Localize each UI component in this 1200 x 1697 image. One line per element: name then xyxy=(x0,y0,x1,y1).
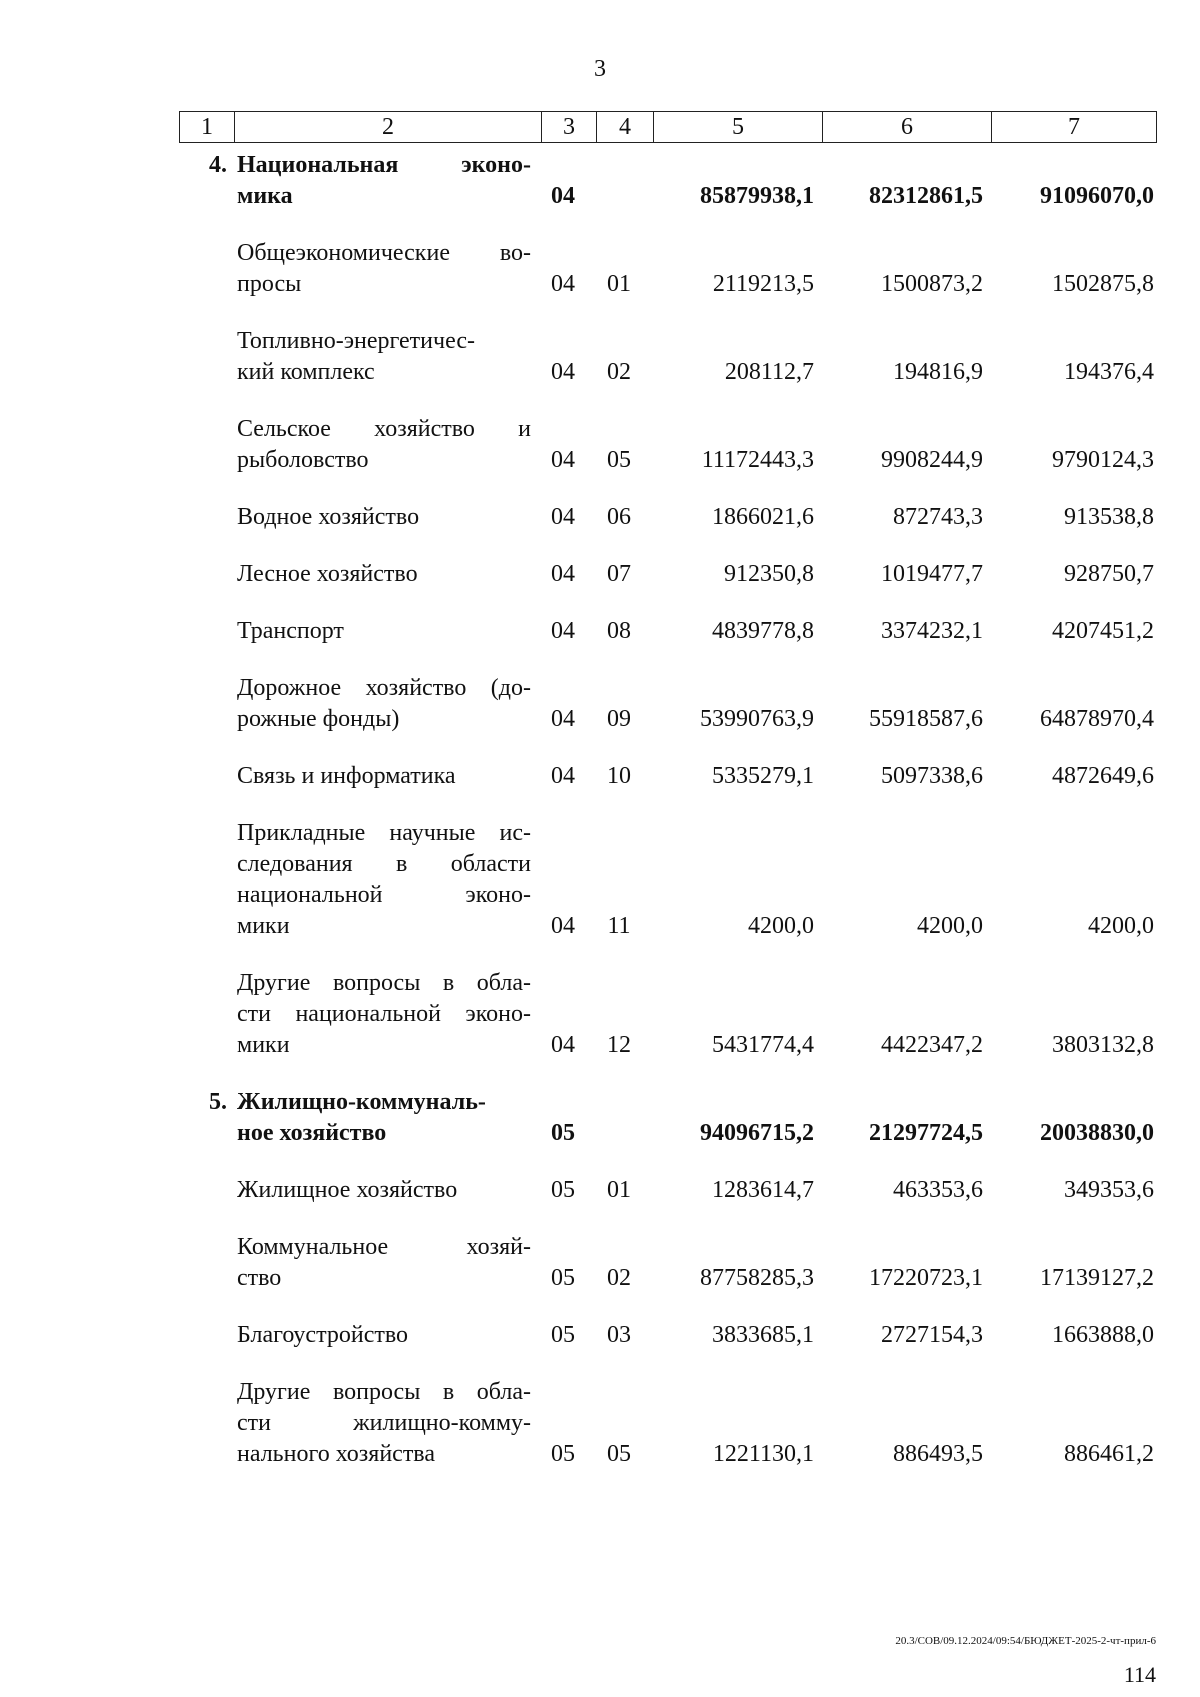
row-name-line: Лесное хозяйство xyxy=(237,561,418,587)
row-name-line: Прикладные научные ис- xyxy=(237,820,531,846)
amount-col-5: 1866021,6 xyxy=(712,504,814,530)
table-row xyxy=(179,673,1156,735)
amount-col-5: 208112,7 xyxy=(724,359,814,385)
row-number: 5. xyxy=(209,1089,227,1115)
section-code: 05 xyxy=(551,1120,575,1146)
row-name xyxy=(235,1087,535,1149)
row-name-line: Транспорт xyxy=(237,618,344,644)
row-name xyxy=(235,559,535,590)
amount-col-5: 1221130,1 xyxy=(712,1441,814,1467)
row-name-line: ство xyxy=(237,1265,282,1291)
table-row xyxy=(179,1175,1156,1206)
subsection-code: 05 xyxy=(607,1441,631,1467)
row-name-line: просы xyxy=(237,271,302,297)
row-name xyxy=(235,1175,535,1206)
row-name xyxy=(235,1320,535,1351)
section-code: 04 xyxy=(551,1032,575,1058)
section-code: 05 xyxy=(551,1322,575,1348)
section-code: 04 xyxy=(551,618,575,644)
row-name xyxy=(235,616,535,647)
page-number-bottom: 114 xyxy=(1123,1662,1156,1687)
section-code: 04 xyxy=(551,763,575,789)
table-row xyxy=(179,1232,1156,1294)
column-header-4: 4 xyxy=(597,112,654,143)
row-name-line: национальной эконо- xyxy=(237,882,531,908)
amount-col-5: 85879938,1 xyxy=(700,183,814,209)
section-code: 05 xyxy=(551,1265,575,1291)
amount-col-7: 20038830,0 xyxy=(1040,1120,1154,1146)
row-name-line: Топливно-энергетичес- xyxy=(237,328,475,354)
table-row xyxy=(179,1320,1156,1351)
amount-col-5: 5335279,1 xyxy=(712,763,814,789)
row-name xyxy=(235,673,535,735)
amount-col-5: 11172443,3 xyxy=(701,447,814,473)
subsection-code: 03 xyxy=(607,1322,631,1348)
row-name-line: Жилищное хозяйство xyxy=(237,1177,458,1203)
section-code: 05 xyxy=(551,1441,575,1467)
amount-col-6: 1500873,2 xyxy=(881,271,983,297)
row-name-line: Жилищно-коммуналь- xyxy=(237,1089,486,1115)
section-code: 04 xyxy=(551,913,575,939)
table-row xyxy=(179,761,1156,792)
amount-col-7: 928750,7 xyxy=(1064,561,1154,587)
amount-col-6: 4422347,2 xyxy=(881,1032,983,1058)
column-header-2: 2 xyxy=(235,112,542,143)
amount-col-6: 3374232,1 xyxy=(881,618,983,644)
amount-col-5: 4839778,8 xyxy=(712,618,814,644)
section-code: 04 xyxy=(551,561,575,587)
row-name-line: мики xyxy=(237,1032,290,1058)
section-code: 04 xyxy=(551,183,575,209)
section-row xyxy=(179,150,1156,212)
table-row xyxy=(179,559,1156,590)
table-row xyxy=(179,616,1156,647)
section-code: 04 xyxy=(551,706,575,732)
amount-col-7: 349353,6 xyxy=(1064,1177,1154,1203)
row-name xyxy=(235,150,535,212)
amount-col-7: 64878970,4 xyxy=(1040,706,1154,732)
column-header-1: 1 xyxy=(180,112,235,143)
amount-col-5: 94096715,2 xyxy=(700,1120,814,1146)
subsection-code: 01 xyxy=(607,1177,631,1203)
amount-col-6: 1019477,7 xyxy=(881,561,983,587)
row-name-line: следования в области xyxy=(237,851,531,877)
row-name-line: Другие вопросы в обла- xyxy=(237,970,531,996)
row-name-line: сти жилищно-комму- xyxy=(237,1410,531,1436)
row-name-line: сти национальной эконо- xyxy=(237,1001,531,1027)
row-name xyxy=(235,968,535,1061)
table-row xyxy=(179,1377,1156,1470)
column-header-row xyxy=(180,112,1157,143)
budget-table-body xyxy=(179,150,1156,1496)
row-name-line: Национальная эконо- xyxy=(237,152,531,178)
section-code: 05 xyxy=(551,1177,575,1203)
amount-col-7: 9790124,3 xyxy=(1052,447,1154,473)
row-name xyxy=(235,1377,535,1470)
amount-col-7: 3803132,8 xyxy=(1052,1032,1154,1058)
amount-col-7: 17139127,2 xyxy=(1040,1265,1154,1291)
subsection-code: 09 xyxy=(607,706,631,732)
column-header-3: 3 xyxy=(542,112,597,143)
amount-col-6: 17220723,1 xyxy=(869,1265,983,1291)
row-name-line: рыболовство xyxy=(237,447,369,473)
subsection-code: 11 xyxy=(607,913,631,939)
amount-col-5: 4200,0 xyxy=(748,913,814,939)
row-name-line: Другие вопросы в обла- xyxy=(237,1379,531,1405)
row-name-line: Дорожное хозяйство (до- xyxy=(237,675,531,701)
table-row xyxy=(179,238,1156,300)
amount-col-5: 2119213,5 xyxy=(712,271,814,297)
row-name xyxy=(235,818,535,942)
amount-col-6: 194816,9 xyxy=(893,359,983,385)
subsection-code: 02 xyxy=(607,1265,631,1291)
table-row xyxy=(179,968,1156,1061)
subsection-code: 02 xyxy=(607,359,631,385)
page-number-top: 3 xyxy=(594,56,606,82)
row-name-line: ное хозяйство xyxy=(237,1120,387,1146)
amount-col-6: 5097338,6 xyxy=(881,763,983,789)
subsection-code: 12 xyxy=(607,1032,631,1058)
amount-col-7: 194376,4 xyxy=(1064,359,1154,385)
row-name-line: рожные фонды) xyxy=(237,706,400,732)
row-name xyxy=(235,761,535,792)
row-name-line: мики xyxy=(237,913,290,939)
column-header-table xyxy=(179,111,1157,143)
row-name xyxy=(235,414,535,476)
row-name-line: кий комплекс xyxy=(237,359,375,385)
amount-col-6: 2727154,3 xyxy=(881,1322,983,1348)
amount-col-7: 4872649,6 xyxy=(1052,763,1154,789)
amount-col-6: 886493,5 xyxy=(893,1441,983,1467)
amount-col-6: 55918587,6 xyxy=(869,706,983,732)
column-header-6: 6 xyxy=(823,112,992,143)
amount-col-5: 53990763,9 xyxy=(700,706,814,732)
subsection-code: 07 xyxy=(607,561,631,587)
row-name xyxy=(235,1232,535,1294)
amount-col-6: 82312861,5 xyxy=(869,183,983,209)
amount-col-5: 87758285,3 xyxy=(700,1265,814,1291)
table-row xyxy=(179,502,1156,533)
subsection-code: 06 xyxy=(607,504,631,530)
table-row xyxy=(179,326,1156,388)
amount-col-6: 872743,3 xyxy=(893,504,983,530)
amount-col-6: 463353,6 xyxy=(893,1177,983,1203)
subsection-code: 05 xyxy=(607,447,631,473)
amount-col-6: 9908244,9 xyxy=(881,447,983,473)
amount-col-7: 91096070,0 xyxy=(1040,183,1154,209)
column-header-7: 7 xyxy=(992,112,1157,143)
row-name xyxy=(235,238,535,300)
amount-col-5: 1283614,7 xyxy=(712,1177,814,1203)
amount-col-7: 886461,2 xyxy=(1064,1441,1154,1467)
section-row xyxy=(179,1087,1156,1149)
amount-col-7: 1663888,0 xyxy=(1052,1322,1154,1348)
amount-col-7: 4207451,2 xyxy=(1052,618,1154,644)
row-name xyxy=(235,326,535,388)
section-code: 04 xyxy=(551,447,575,473)
row-name-line: Водное хозяйство xyxy=(237,504,420,530)
amount-col-7: 1502875,8 xyxy=(1052,271,1154,297)
table-row xyxy=(179,414,1156,476)
amount-col-6: 4200,0 xyxy=(917,913,983,939)
document-footer-code: 20.3/СОВ/09.12.2024/09:54/БЮДЖЕТ-2025-2-чт-прил-6 xyxy=(895,1635,1156,1647)
row-name xyxy=(235,502,535,533)
subsection-code: 08 xyxy=(607,618,631,644)
section-code: 04 xyxy=(551,359,575,385)
row-name-line: Благоустройство xyxy=(237,1322,409,1348)
amount-col-5: 5431774,4 xyxy=(712,1032,814,1058)
subsection-code: 10 xyxy=(607,763,631,789)
amount-col-7: 913538,8 xyxy=(1064,504,1154,530)
table-row xyxy=(179,818,1156,942)
amount-col-7: 4200,0 xyxy=(1088,913,1154,939)
row-name-line: Коммунальное хозяй- xyxy=(237,1234,531,1260)
amount-col-5: 912350,8 xyxy=(724,561,814,587)
row-name-line: Связь и информатика xyxy=(237,763,456,789)
section-code: 04 xyxy=(551,504,575,530)
amount-col-6: 21297724,5 xyxy=(869,1120,983,1146)
amount-col-5: 3833685,1 xyxy=(712,1322,814,1348)
row-name-line: мика xyxy=(237,183,293,209)
row-name-line: нального хозяйства xyxy=(237,1441,435,1467)
column-header-5: 5 xyxy=(654,112,823,143)
row-name-line: Сельское хозяйство и xyxy=(237,416,531,442)
subsection-code: 01 xyxy=(607,271,631,297)
row-name-line: Общеэкономические во- xyxy=(237,240,531,266)
row-number: 4. xyxy=(209,152,227,178)
section-code: 04 xyxy=(551,271,575,297)
